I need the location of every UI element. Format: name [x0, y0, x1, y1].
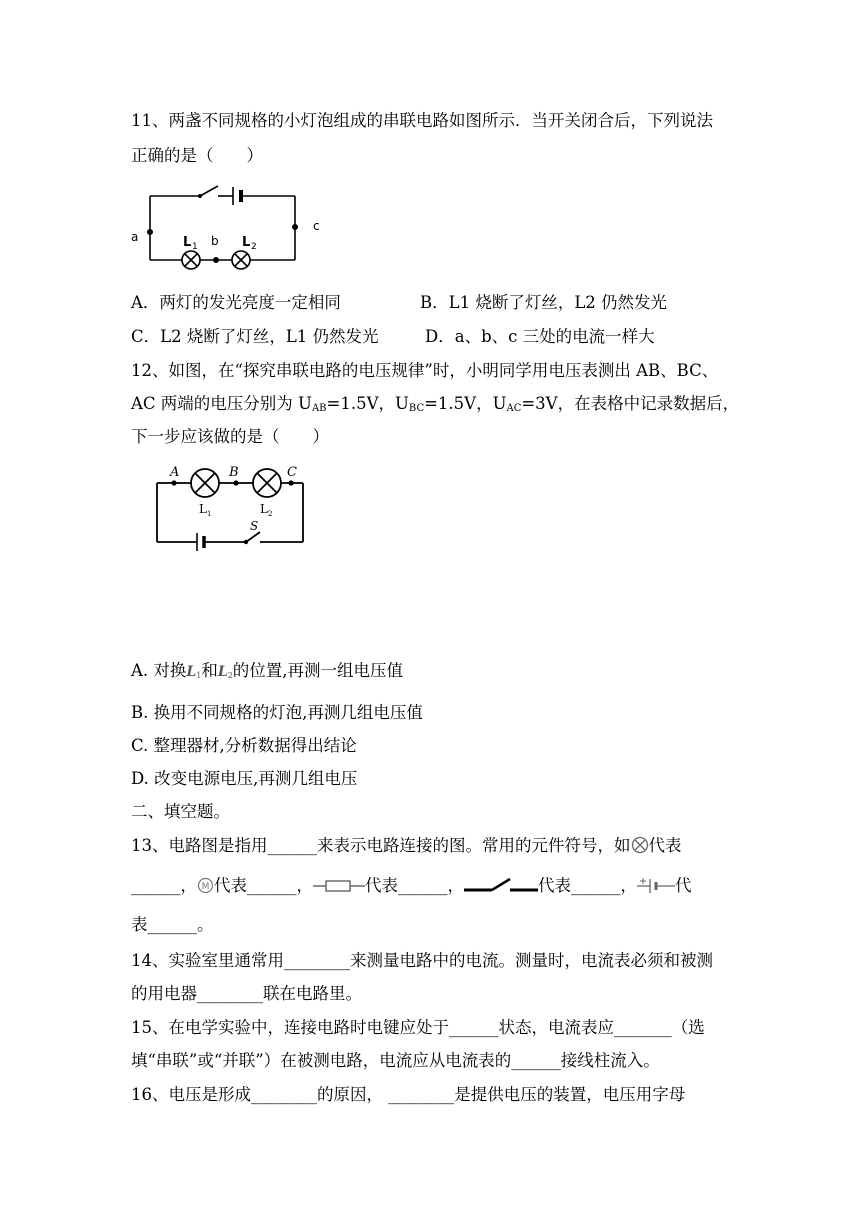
q15-line2: 填“串联”或“并联”）在被测电路，电流应从电流表的______接线柱流入。 [131, 1051, 660, 1070]
q11-node-a [147, 229, 153, 235]
q14-line1: 14、实验室里通常用________来测量电路中的电流。测量时，电流表必须和被测 [131, 951, 713, 970]
q11-label-L2-sub: 2 [251, 242, 257, 252]
q12-label-L1: L [199, 502, 207, 516]
q11-stem-line2: 正确的是（ ） [131, 146, 263, 165]
resistor-symbol-icon [313, 878, 365, 894]
q12-stem-line1: 12、如图，在“探究串联电路的电压规律”时，小明同学用电压表测出 AB、BC、 [131, 361, 719, 380]
q11-option-c: C．L2 烧断了灯丝，L1 仍然发光 [131, 327, 379, 346]
q11-circuit-diagram [125, 176, 330, 276]
q16-line1: 16、电压是形成________的原因， ________是提供电压的装置，电压用字母 [131, 1085, 686, 1104]
q14-line2: 的用电器________联在电路里。 [131, 984, 362, 1003]
q11-option-d: D．a、b、c 三处的电流一样大 [425, 327, 655, 346]
q12-stem-line3: 下一步应该做的是（ ） [131, 427, 329, 446]
motor-symbol-icon [197, 877, 214, 894]
q12-option-c: C. 整理器材,分析数据得出结论 [131, 736, 357, 755]
q11-label-L1-sub: 1 [192, 242, 198, 252]
switch-symbol-icon [464, 876, 538, 894]
q13-line3: 表______。 [131, 915, 214, 934]
q11-label-L2: L [242, 235, 251, 250]
q12-label-L1-sub: 1 [207, 510, 212, 518]
q12-stem-line2: AC 两端的电压分别为 $U_{AB}=1.5V$，$U_{BC}=1.5V$，$U_{AC}=3V$，在表格中记录数据后， [131, 394, 740, 414]
q12-label-L2-sub: 2 [268, 510, 273, 518]
lamp-symbol-icon [631, 836, 649, 854]
q12-option-d: D. 改变电源电压,再测几组电压 [131, 769, 358, 788]
q13-line1: 13、电路图是指用______来表示电路连接的图。常用的元件符号，如 代表 [131, 836, 682, 855]
q11-label-b: b [211, 234, 219, 248]
section-title-fill-blank: 二、填空题。 [131, 802, 230, 821]
q15-line1: 15、在电学实验中，连接电路时电键应处于______状态，电流表应_______（选 [131, 1018, 705, 1037]
q12-label-C: C [287, 465, 297, 480]
q12-circuit-diagram [150, 460, 310, 552]
battery-symbol-icon [637, 876, 675, 894]
q12-label-A: A [170, 465, 180, 480]
q12-label-B: B [229, 465, 239, 480]
q11-node-c [292, 224, 298, 230]
q12-label-S: S [250, 519, 259, 533]
q13-line2: ______， M 代表______， 代表______， 代表______， 代 [131, 876, 692, 895]
q11-option-a: A．两灯的发光亮度一定相同 [131, 293, 341, 312]
q11-stem-line1: 11、两盏不同规格的小灯泡组成的串联电路如图所示．当开关闭合后，下列说法 [131, 111, 713, 130]
q11-option-b: B．L1 烧断了灯丝，L2 仍然发光 [420, 293, 668, 312]
q12-option-b: B. 换用不同规格的灯泡,再测几组电压值 [131, 703, 423, 722]
q11-label-c: c [313, 219, 320, 233]
q11-label-a: a [131, 230, 139, 244]
q12-option-a: A. 对换$L_1$和$L_2$的位置,再测一组电压值 [131, 661, 404, 680]
q11-label-L1: L [183, 235, 192, 250]
q12-label-L2: L [260, 502, 268, 516]
svg-text:M: M [201, 882, 210, 892]
q11-node-b [213, 257, 219, 263]
